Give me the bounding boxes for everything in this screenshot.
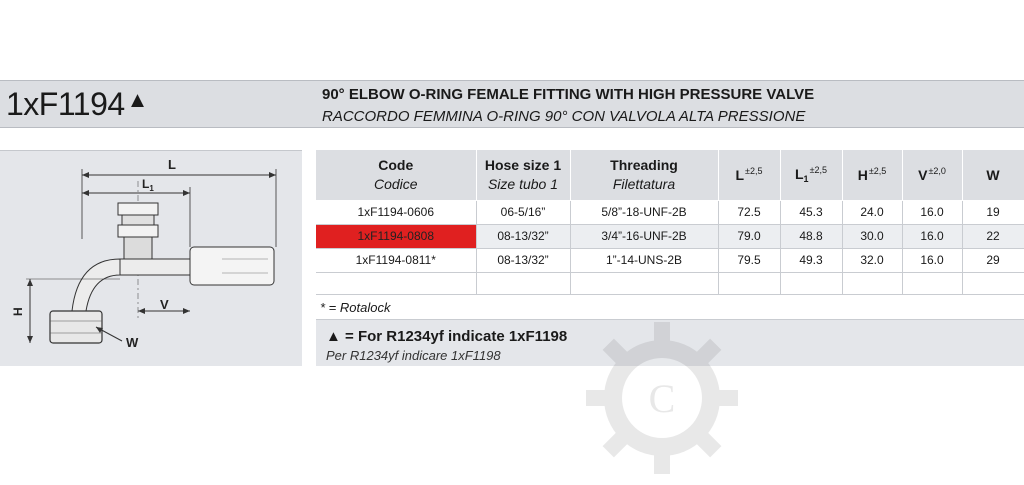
cell-threading: 1”-14-UNS-2B	[570, 248, 718, 272]
spec-table-wrapper	[316, 150, 1024, 295]
header-V: $V^{\pm 2,0}$	[902, 150, 962, 200]
product-title-en: 90° ELBOW O-RING FEMALE FITTING WITH HIGH PRESSURE VALVE	[322, 86, 815, 103]
cell-threading: 3/4”-16-UNF-2B	[570, 224, 718, 248]
header-threading: Threading Filettatura	[570, 150, 718, 200]
watermark-letter: C	[648, 376, 676, 421]
technical-drawing	[0, 150, 302, 366]
cell-V: 16.0	[902, 248, 962, 272]
spec-table	[316, 150, 1024, 295]
cell-hose-size: 08-13/32”	[476, 224, 570, 248]
header-L: $L^{\pm 2,5}$	[718, 150, 780, 200]
cell-L: 72.5	[718, 200, 780, 224]
cell-W: 29	[962, 248, 1024, 272]
cell-L1: 48.8	[780, 224, 842, 248]
cell-V: 16.0	[902, 224, 962, 248]
header-W: W	[962, 150, 1024, 200]
cell-threading: 5/8”-18-UNF-2B	[570, 200, 718, 224]
header-code: Code Codice	[316, 150, 476, 200]
table-header-row	[316, 150, 1024, 200]
cell-V: 16.0	[902, 200, 962, 224]
fitting-drawing-svg	[0, 151, 302, 367]
r1234yf-note-it: Per R1234yf indicare 1xF1198	[326, 348, 501, 363]
cell-L: 79.0	[718, 224, 780, 248]
dim-V-label: V	[160, 297, 169, 312]
svg-text:L1	[142, 177, 154, 193]
cell-L: 79.5	[718, 248, 780, 272]
dim-L1-subscript: 1	[149, 184, 154, 193]
product-code-title	[6, 86, 148, 123]
cell-H: 24.0	[842, 200, 902, 224]
header-hose-size: Hose size 1 Size tubo 1	[476, 150, 570, 200]
dim-L1-label: L	[142, 177, 150, 191]
cell-W: 19	[962, 200, 1024, 224]
dim-W-label: W	[126, 335, 139, 350]
product-title-it: RACCORDO FEMMINA O-RING 90° CON VALVOLA ALTA PRESSIONE	[322, 108, 806, 125]
cell-H: 30.0	[842, 224, 902, 248]
dim-L-label: L	[168, 157, 176, 172]
rotalock-note: * = Rotalock	[316, 296, 1024, 320]
table-row	[316, 200, 1024, 224]
header-H: $H^{\pm 2,5}$	[842, 150, 902, 200]
r1234yf-note-en: ▲ = For R1234yf indicate 1xF1198	[326, 328, 568, 345]
cell-L1: 49.3	[780, 248, 842, 272]
table-row-empty	[316, 272, 1024, 294]
cell-code: 1xF1194-0606	[316, 200, 476, 224]
gear-c-watermark-icon	[582, 318, 742, 483]
cell-W: 22	[962, 224, 1024, 248]
table-row	[316, 248, 1024, 272]
dim-H-label: H	[11, 307, 25, 316]
cell-L1: 45.3	[780, 200, 842, 224]
cell-code: 1xF1194-0811*	[316, 248, 476, 272]
table-row	[316, 224, 1024, 248]
cell-code-highlighted: 1xF1194-0808	[316, 224, 476, 248]
cell-hose-size: 08-13/32”	[476, 248, 570, 272]
cell-hose-size: 06-5/16”	[476, 200, 570, 224]
cell-H: 32.0	[842, 248, 902, 272]
product-code: 1xF1194	[6, 86, 125, 122]
triangle-marker-icon: ▲	[126, 87, 148, 112]
header-L1: $L_1^{\pm 2,5}$	[780, 150, 842, 200]
